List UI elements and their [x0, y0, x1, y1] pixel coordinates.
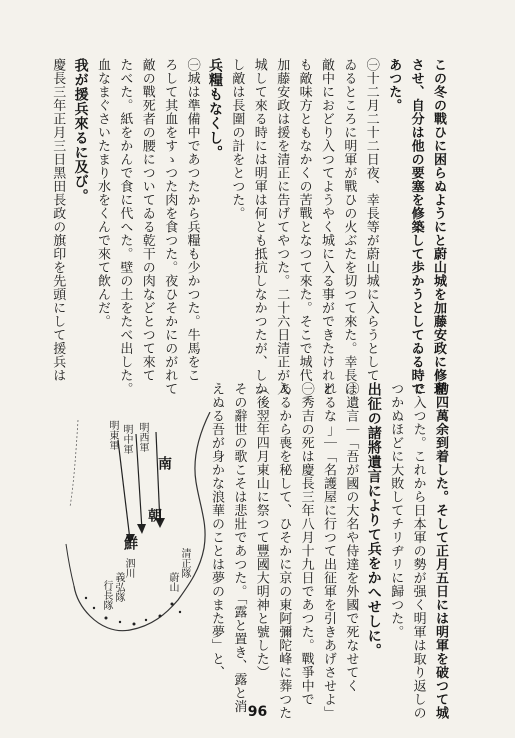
text-column: 敵の戰死者の腰についてゐる乾干の肉などとつて來て	[139, 58, 155, 382]
map-label: 明中軍	[121, 424, 132, 454]
text-column: ㊀秀吉の死は慶長三年八月十九日であつた。戰爭中で	[298, 382, 314, 706]
page-number: 96	[247, 704, 268, 720]
text-column: 城して來る時には明軍は何とも抵抗しなかつたが、しか	[251, 58, 267, 396]
text-column: も敵味方ともなかくの苦戰となつて來た。そこで城代	[296, 58, 312, 382]
text-column: えぬる吾が身かな浪華のことは夢のまた夢」と、	[209, 382, 224, 679]
map-label: 蔚山	[167, 572, 178, 592]
map-label: 朝	[146, 508, 162, 522]
text-column: 出征の諸將遺言によりて兵をかへせしに。	[365, 382, 382, 658]
map-label: 清正隊	[179, 548, 190, 578]
text-column: れるな｣｜「名護屋に行つて出征軍を引きあげさせよ」	[321, 382, 336, 720]
text-column: 兵糧もなくし。	[207, 58, 223, 160]
text-column: に入つた。これから日本軍の勢が强く明軍は取り返しの	[410, 382, 426, 720]
text-column: 慶長三年正月三日黑田長政の旗印を先頭にして援兵は	[50, 58, 66, 382]
map-label: 明東軍	[107, 420, 118, 450]
text-column: ㊀遺言｜「吾が國の大名や侍達を外國で死なせてく	[343, 382, 359, 693]
text-column: たべた。紙をかんで食に代へた。壁の土をたべ出した。	[117, 58, 133, 396]
text-column: ㊀城は準備中であつたから兵糧も少かつた。牛馬をこ	[184, 58, 200, 382]
korea-campaign-map	[60, 412, 218, 634]
text-column: ろして其血をすゝつた肉を食つた。夜ひそかにのがれて	[162, 58, 178, 396]
text-column: 我が援兵來るに及び。	[72, 58, 89, 203]
text-column: ㊀十二月二十二日夜、幸長等が蔚山城に入らうとして	[363, 58, 379, 382]
map-label: 義弘隊	[113, 572, 124, 602]
map-label: 南	[156, 456, 172, 470]
text-column: つかぬほどに大敗してチリヂリに歸つた。	[388, 382, 404, 639]
map-label: 泗川	[123, 558, 134, 578]
text-column: あるから喪を秘して、ひそかに京の東阿彌陀峰に葬つた	[276, 382, 292, 720]
text-column: させ、自分は他の要塞を修築して歩かうとしてゐる時で	[408, 58, 424, 396]
map-label: 鮮	[122, 536, 138, 550]
text-column: 約四萬余到着した。そして正月五日には明軍を破つて城	[433, 382, 448, 720]
text-column: 敵中におどり入つてようやく城に入る事ができたけれど	[319, 58, 334, 396]
text-column: し敵は長圍の計をとつた。	[229, 58, 245, 220]
map-label: 行長隊	[101, 580, 112, 610]
text-column: この冬の戰ひに困らぬようにと蔚山城を加藤安政に修理	[431, 58, 446, 396]
text-column: その辭世の歌こそは悲壯であつた。「露と置き、露と消	[231, 382, 247, 713]
text-column: 血なまぐさいたまり水をくんで來て飲んだ。	[95, 58, 110, 328]
text-column: （後翌年四月東山に祭つて豐國大明神と號した）	[253, 382, 269, 679]
text-column: 加藤安政は援を清正に告げてやつた。二十六日清正が入	[274, 58, 290, 396]
text-column: あつた。	[386, 58, 402, 112]
text-column: ゐるところに明軍が戰ひの火ぶたを切つて來た。幸長は	[341, 58, 357, 396]
map-label: 明西軍	[137, 422, 148, 452]
